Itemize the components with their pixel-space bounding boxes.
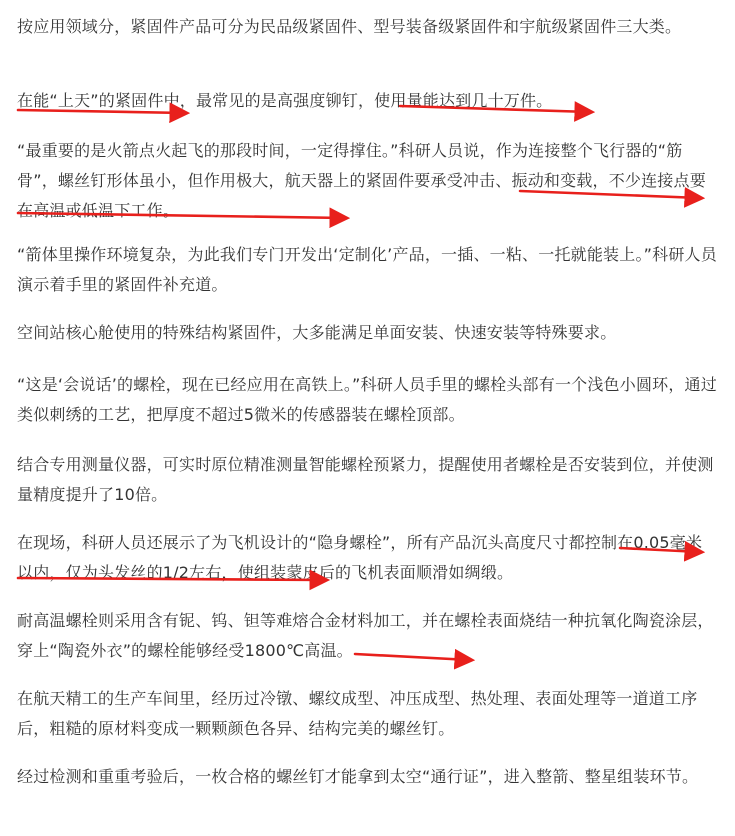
paragraph-workshop: 在航天精工的生产车间里，经历过冷镦、螺纹成型、冲压成型、热处理、表面处理等一道道工序后，粗糙的原材料变成一颗颗颜色各异、结构完美的螺丝钉。	[17, 689, 698, 738]
paragraph-custom-products: “箭体里操作环境复杂，为此我们专门开发出‘定制化’产品，一插、一粘、一托就能装上。”科研人员演示着手里的紧固件补充道。	[17, 245, 717, 294]
paragraph-qualification: 经过检测和重重考验后，一枚合格的螺丝钉才能拿到太空“通行证”，进入整箭、整星组装环节。	[17, 767, 699, 786]
paragraph-smart-bolt: “这是‘会说话’的螺栓，现在已经应用在高铁上。”科研人员手里的螺栓头部有一个浅色小圆环，通过类似刺绣的工艺，把厚度不超过5微米的传感器装在螺栓顶部。	[17, 375, 717, 424]
paragraph-fastener-categories: 按应用领域分，紧固件产品可分为民品级紧固件、型号装备级紧固件和宇航级紧固件三大类。	[17, 17, 682, 36]
paragraph-space-station: 空间站核心舱使用的特殊结构紧固件，大多能满足单面安装、快速安装等特殊要求。	[17, 323, 617, 342]
paragraph-launch-quote: “最重要的是火箭点火起飞的那段时间，一定得撑住。”科研人员说，作为连接整个飞行器的“筋骨”，螺丝钉形体虽小，但作用极大，航天器上的紧固件要承受冲击、振动和变载，不少连接点要在高温或低温下工作。	[17, 141, 706, 220]
paragraph-heat-resistant-bolt: 耐高温螺栓则采用含有铌、钨、钽等难熔合金材料加工，并在螺栓表面烧结一种抗氧化陶瓷涂层，穿上“陶瓷外衣”的螺栓能够经受1800℃高温。	[17, 611, 714, 660]
paragraph-measurement: 结合专用测量仪器，可实时原位精准测量智能螺栓预紧力，提醒使用者螺栓是否安装到位，并使测量精度提升了10倍。	[17, 455, 714, 504]
paragraph-rivets: 在能“上天”的紧固件中，最常见的是高强度铆钉，使用量能达到几十万件。	[17, 91, 553, 110]
paragraph-stealth-bolt: 在现场，科研人员还展示了为飞机设计的“隐身螺栓”，所有产品沉头高度尺寸都控制在0.05毫米以内，仅为头发丝的1/2左右，使组装蒙皮后的飞机表面顺滑如绸缎。	[17, 533, 703, 582]
